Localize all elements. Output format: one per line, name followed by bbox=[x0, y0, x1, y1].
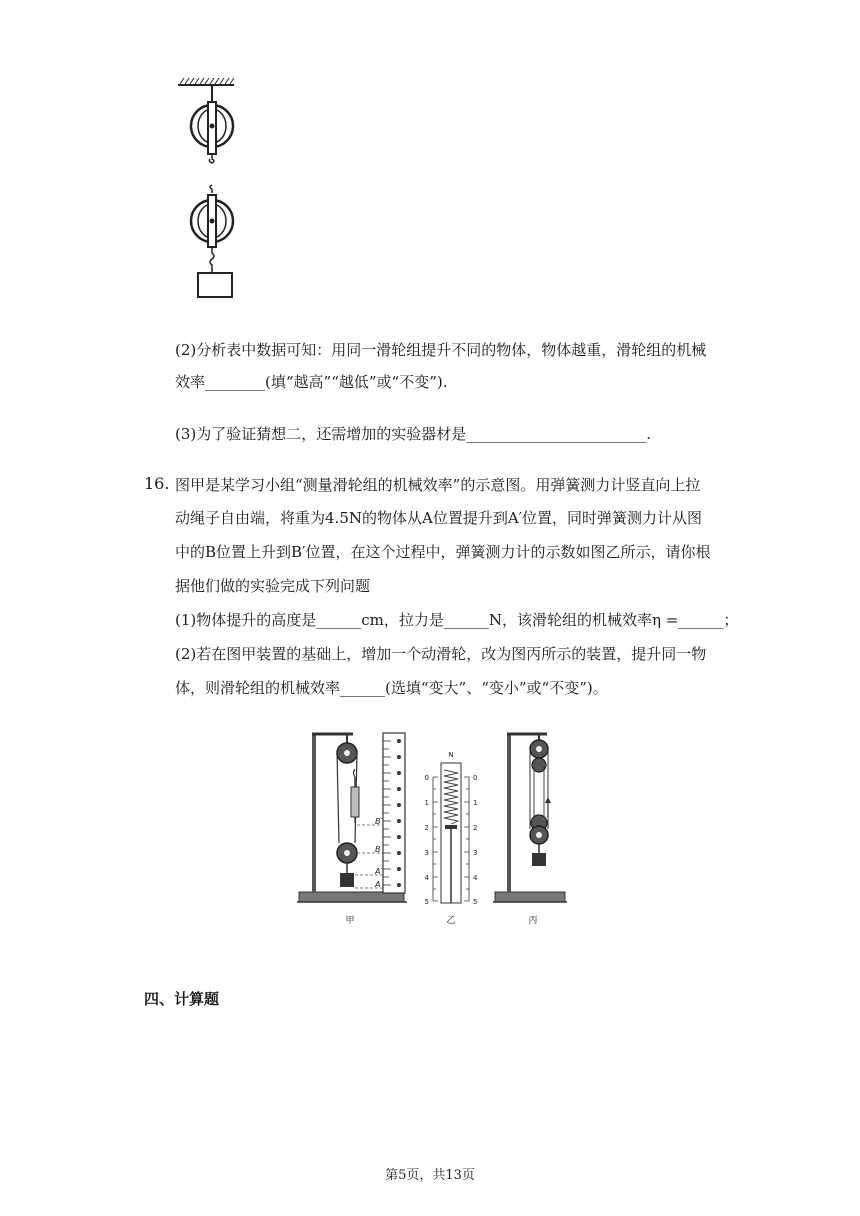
q16-part2-line2: 体，则滑轮组的机械效率______(选填“变大”、“变小”或“不变”)。 bbox=[175, 679, 608, 697]
q16-line2: 动绳子自由端，将重为4.5N的物体从A位置提升到A′位置，同时弹簧测力计从图 bbox=[175, 509, 703, 527]
pulley-figure-top bbox=[170, 75, 250, 305]
q16-part2-line1: (2)若在图甲装置的基础上，增加一个动滑轮，改为图丙所示的装置，提升同一物 bbox=[175, 645, 707, 663]
scale-tick-label-right: 1 bbox=[473, 799, 478, 807]
scale-tick-label-left: 3 bbox=[424, 849, 429, 857]
experiment-figure bbox=[295, 725, 570, 930]
scale-tick-label-right: 3 bbox=[473, 849, 478, 857]
q16-part1: (1)物体提升的高度是______cm，拉力是______N，该滑轮组的机械效率η =______； bbox=[175, 611, 739, 629]
q15-part2-line1: (2)分析表中数据可知：用同一滑轮组提升不同的物体，物体越重，滑轮组的机械 bbox=[175, 341, 707, 359]
scale-tick-label-right: 0 bbox=[473, 774, 478, 782]
label-b-prime: B′ bbox=[375, 817, 383, 826]
figure-label-yi: 乙 bbox=[446, 916, 456, 926]
figure-label-jia: 甲 bbox=[345, 916, 355, 926]
scale-tick-label-right: 2 bbox=[473, 824, 478, 832]
q16-line1: 图甲是某学习小组“测量滑轮组的机械效率”的示意图。用弹簧测力计竖直向上拉 bbox=[175, 476, 701, 494]
scale-tick-label-left: 4 bbox=[424, 874, 429, 882]
scale-tick-label-left: 1 bbox=[424, 799, 429, 807]
figure-label-bing: 丙 bbox=[528, 916, 538, 926]
scale-tick-label-right: 5 bbox=[473, 898, 478, 906]
label-a-prime: A′ bbox=[375, 867, 383, 876]
q16-line4: 据他们做的实验完成下列问题 bbox=[175, 577, 371, 595]
scale-tick-label-left: 2 bbox=[424, 824, 429, 832]
page-footer: 第5页，共13页 bbox=[385, 1168, 475, 1183]
section-title: 四、计算题 bbox=[144, 990, 220, 1008]
scale-unit-label: N bbox=[448, 751, 454, 759]
label-a: A bbox=[375, 880, 381, 889]
scale-tick-label-left: 5 bbox=[424, 898, 429, 906]
label-b: B bbox=[375, 845, 381, 854]
q16-line3: 中的B位置上升到B′位置，在这个过程中，弹簧测力计的示数如图乙所示，请你根 bbox=[175, 543, 711, 561]
scale-tick-label-left: 0 bbox=[424, 774, 429, 782]
question-number: 16. bbox=[144, 474, 170, 493]
q15-part3: (3)为了验证猜想二，还需增加的实验器材是________________________. bbox=[175, 425, 652, 443]
scale-tick-label-right: 4 bbox=[473, 874, 478, 882]
q15-part2-line2: 效率________(填“越高”“越低”或“不变”). bbox=[175, 373, 448, 391]
